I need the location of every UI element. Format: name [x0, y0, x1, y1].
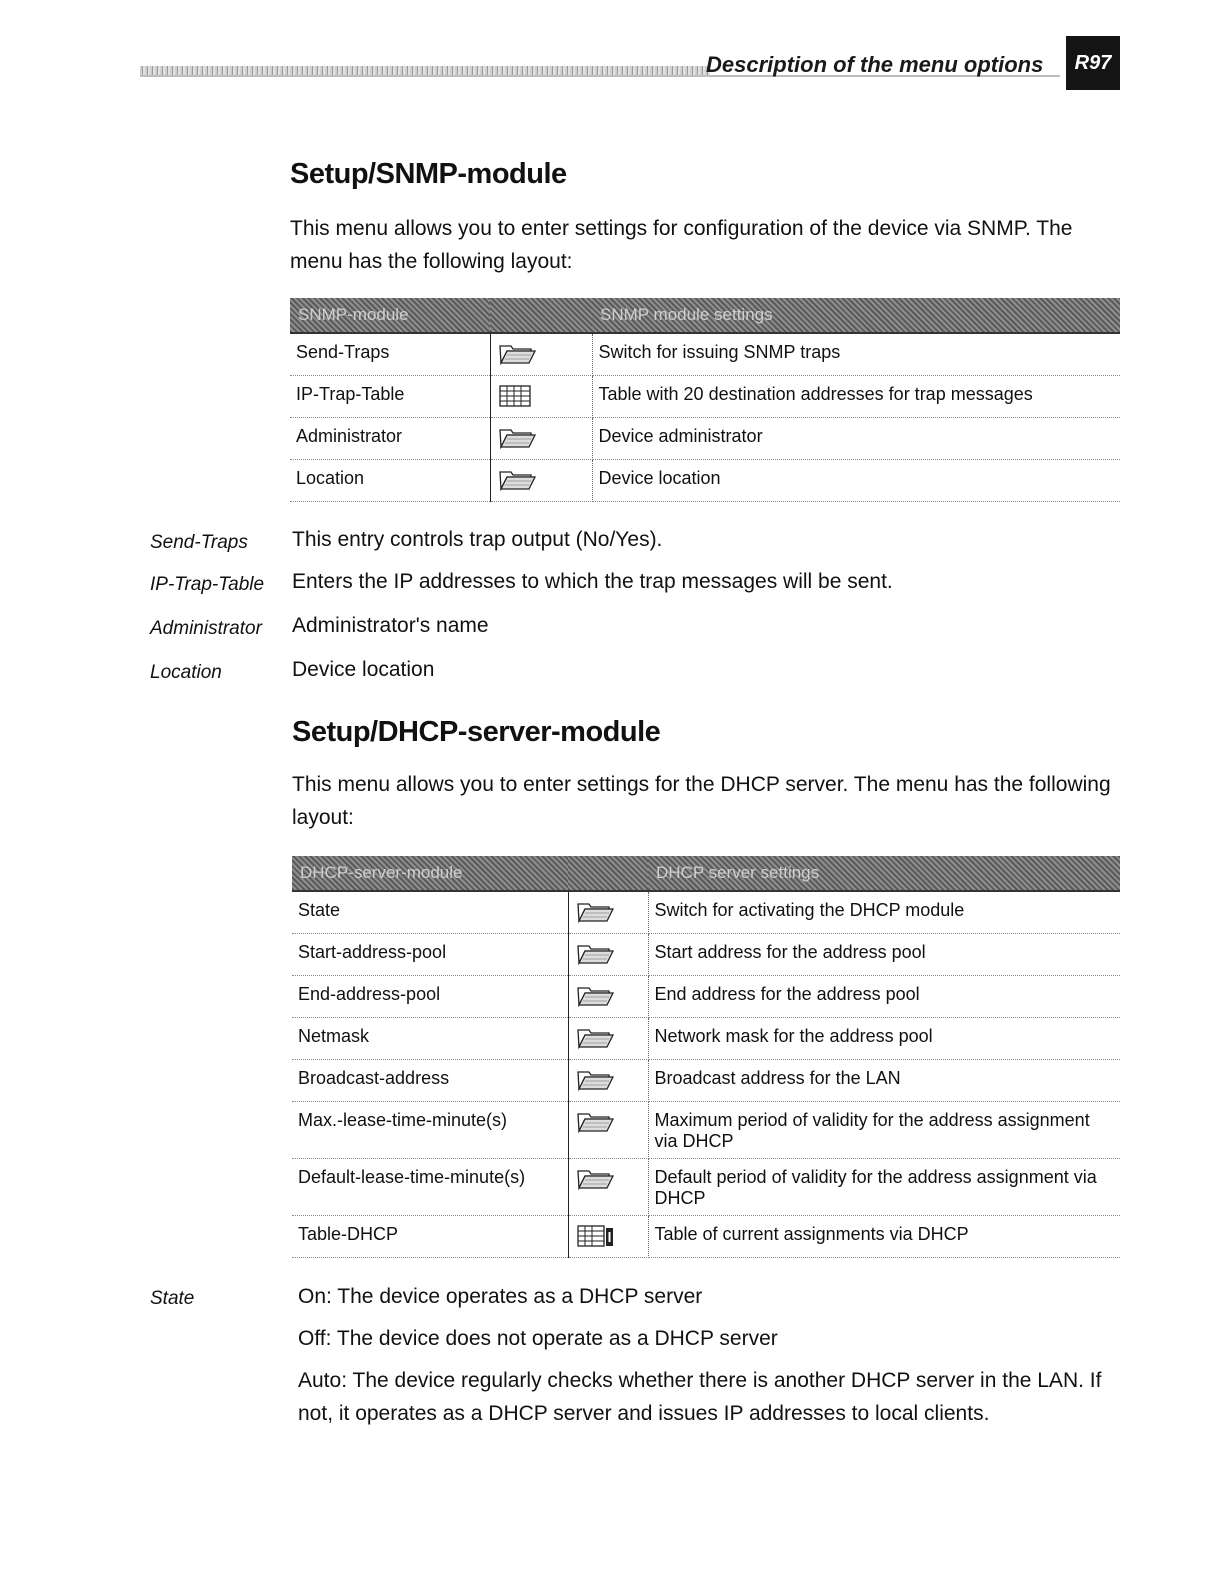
menu-item-description: Default period of validity for the address assignment via DHCP: [648, 1159, 1120, 1216]
menu-item-name: Broadcast-address: [292, 1060, 568, 1102]
folder-icon: [575, 942, 615, 966]
state-option-auto: Auto: The device regularly checks whether there is another DHCP server in the LAN. If not, it operates as a DHCP server and issues IP addresses to local clients.: [298, 1369, 1102, 1425]
table-header-left: DHCP-server-module: [292, 856, 568, 891]
menu-item-description: Device location: [592, 460, 1120, 502]
definition-term: IP-Trap-Table: [150, 574, 265, 595]
state-option-on: On: The device operates as a DHCP server: [298, 1285, 703, 1308]
menu-item-name: Table-DHCP: [292, 1216, 568, 1258]
table-row: [292, 1102, 1120, 1159]
snmp-menu-table: [290, 298, 1120, 502]
table-icon: [497, 384, 537, 408]
table-row: [292, 1159, 1120, 1216]
menu-item-name: Send-Traps: [290, 333, 490, 376]
folder-icon: [575, 1026, 615, 1050]
folder-icon: [575, 900, 615, 924]
menu-item-name: Max.-lease-time-minute(s): [292, 1102, 568, 1159]
definition-term: Administrator: [150, 618, 262, 639]
folder-icon: [497, 342, 537, 366]
running-header-title: Description of the menu options: [706, 52, 1044, 77]
snmp-heading: Setup/SNMP-module: [290, 158, 567, 190]
dhcp-menu-table: [292, 856, 1120, 1258]
menu-item-name: Default-lease-time-minute(s): [292, 1159, 568, 1216]
menu-item-description: Switch for activating the DHCP module: [648, 891, 1120, 934]
dhcp-intro: This menu allows you to enter settings for the DHCP server. The menu has the following layout:: [292, 773, 1111, 829]
table-row: [292, 934, 1120, 976]
menu-item-name: Administrator: [290, 418, 490, 460]
menu-item-name: Start-address-pool: [292, 934, 568, 976]
snmp-intro: This menu allows you to enter settings for configuration of the device via SNMP. The menu has the following layout:: [290, 217, 1073, 273]
folder-icon: [575, 1068, 615, 1092]
definition-text: Device location: [292, 658, 435, 681]
table-header-row: [292, 856, 1120, 891]
table-row: [292, 1018, 1120, 1060]
menu-item-description: Switch for issuing SNMP traps: [592, 333, 1120, 376]
table-row: [292, 1216, 1120, 1258]
definition-term: Location: [150, 662, 222, 683]
menu-item-description: Broadcast address for the LAN: [648, 1060, 1120, 1102]
folder-icon: [575, 1167, 615, 1191]
folder-icon: [497, 426, 537, 450]
menu-item-name: Netmask: [292, 1018, 568, 1060]
state-option-off: Off: The device does not operate as a DHCP server: [298, 1327, 778, 1350]
table-info-icon: [575, 1224, 615, 1248]
folder-icon: [575, 984, 615, 1008]
folder-icon: [575, 1110, 615, 1134]
table-header-row: [290, 298, 1120, 333]
table-row: [290, 460, 1120, 502]
table-row: [290, 333, 1120, 376]
menu-item-description: Table with 20 destination addresses for trap messages: [592, 376, 1120, 418]
definition-term: Send-Traps: [150, 532, 248, 553]
table-header-right: DHCP server settings: [648, 856, 1120, 891]
menu-item-name: State: [292, 891, 568, 934]
page-number-badge: R97: [1066, 36, 1120, 90]
definition-text: This entry controls trap output (No/Yes).: [292, 528, 663, 551]
menu-item-description: Maximum period of validity for the address assignment via DHCP: [648, 1102, 1120, 1159]
definition-text: Administrator's name: [292, 614, 489, 637]
table-row: [292, 891, 1120, 934]
state-margin-label: State: [150, 1288, 195, 1309]
menu-item-name: IP-Trap-Table: [290, 376, 490, 418]
menu-item-description: Table of current assignments via DHCP: [648, 1216, 1120, 1258]
table-header-left: SNMP-module: [290, 298, 490, 333]
menu-item-name: Location: [290, 460, 490, 502]
menu-item-name: End-address-pool: [292, 976, 568, 1018]
menu-item-description: Device administrator: [592, 418, 1120, 460]
table-header-right: SNMP module settings: [592, 298, 1120, 333]
menu-item-description: Start address for the address pool: [648, 934, 1120, 976]
folder-icon: [497, 468, 537, 492]
table-row: [292, 1060, 1120, 1102]
table-row: [290, 376, 1120, 418]
table-row: [290, 418, 1120, 460]
table-row: [292, 976, 1120, 1018]
menu-item-description: End address for the address pool: [648, 976, 1120, 1018]
definition-text: Enters the IP addresses to which the trap messages will be sent.: [292, 570, 893, 593]
menu-item-description: Network mask for the address pool: [648, 1018, 1120, 1060]
dhcp-heading: Setup/DHCP-server-module: [292, 716, 661, 748]
